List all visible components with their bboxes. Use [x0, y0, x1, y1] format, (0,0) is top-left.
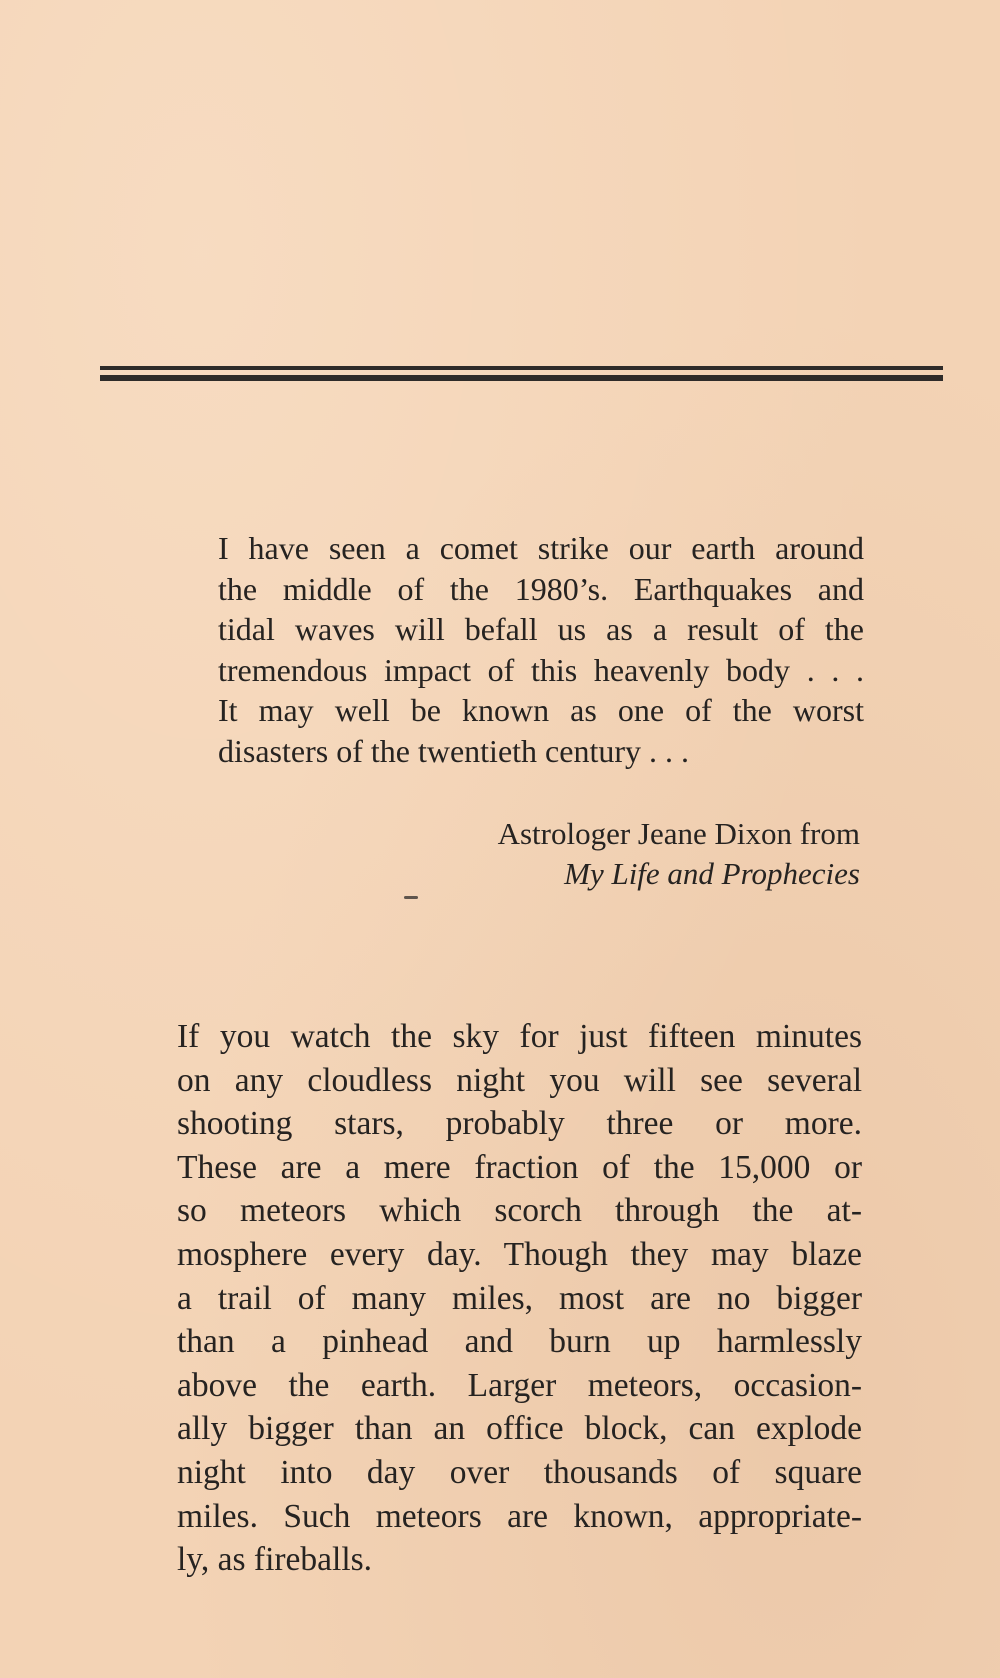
body-line: shooting stars, probably three or more.: [177, 1105, 862, 1143]
body-line: than a pinhead and burn up harmlessly: [177, 1323, 862, 1361]
body-line: miles. Such meteors are known, appropriate-: [177, 1497, 862, 1535]
quote-line: disasters of the twentieth century . . .: [218, 732, 689, 769]
body-line: so meteors which scorch through the at-: [177, 1192, 862, 1230]
body-line: night into day over thousands of square: [177, 1453, 862, 1491]
attribution-source-title: My Life and Prophecies: [564, 856, 860, 891]
quote-line: It may well be known as one of the worst: [218, 692, 864, 728]
body-line: If you watch the sky for just fifteen minutes: [177, 1018, 862, 1055]
body-line: These are a mere fraction of the 15,000 or: [177, 1148, 862, 1186]
quote-line: I have seen a comet strike our earth around: [218, 530, 864, 566]
body-line: ly, as fireballs.: [177, 1541, 373, 1579]
ink-speck: [404, 896, 418, 899]
quote-line: tidal waves will befall us as a result of the: [218, 611, 864, 647]
quote-line: tremendous impact of this heavenly body . . .: [218, 651, 864, 688]
double-rule-bottom-line: [100, 375, 943, 381]
body-line: on any cloudless night you will see several: [177, 1061, 862, 1099]
body-line: ally bigger than an office block, can explode: [177, 1410, 862, 1448]
body-line: mosphere every day. Though they may blaze: [177, 1235, 862, 1273]
attribution-author: Astrologer Jeane Dixon from: [497, 816, 860, 851]
body-line: above the earth. Larger meteors, occasion-: [177, 1366, 862, 1404]
body-line: a trail of many miles, most are no bigger: [177, 1279, 862, 1317]
quote-line: the middle of the 1980’s. Earthquakes and: [218, 570, 864, 607]
body-paragraph: [177, 1015, 862, 1582]
epigraph-attribution: [498, 814, 860, 894]
epigraph-quote: [218, 528, 864, 771]
double-rule-top-line: [100, 366, 943, 370]
